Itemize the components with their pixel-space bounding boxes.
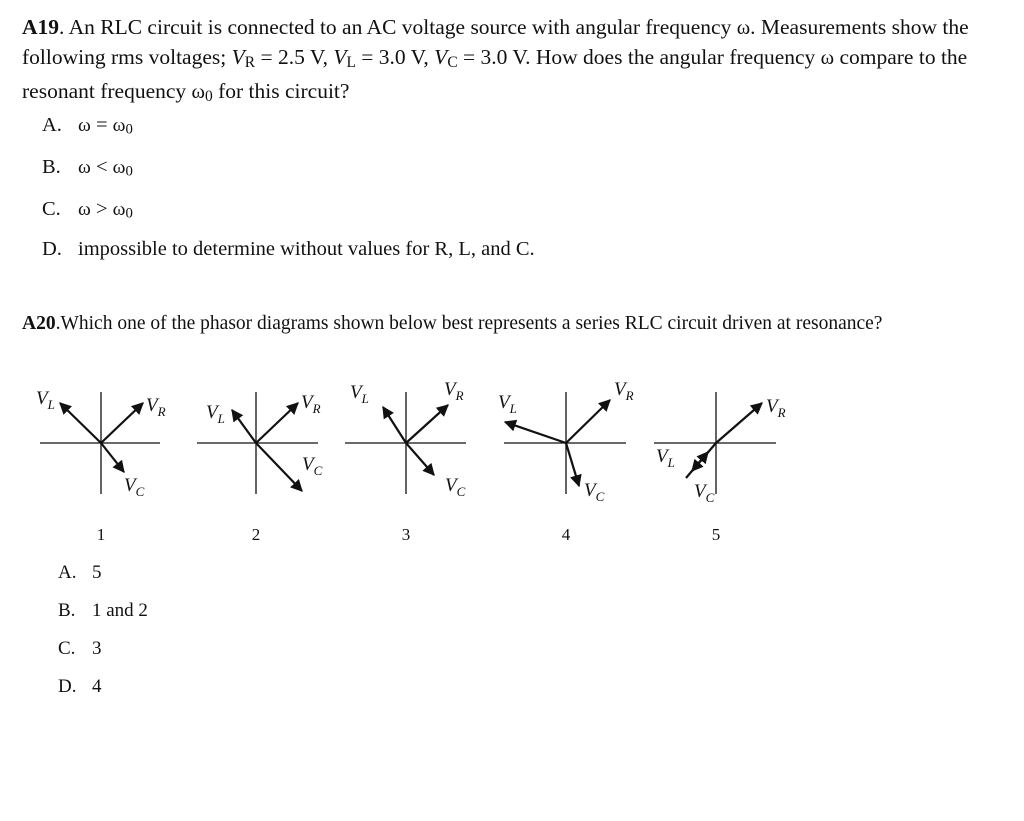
diagram-number-5: 5: [711, 525, 721, 544]
diagram-number-1: 1: [96, 525, 106, 544]
question-a20: [22, 311, 997, 337]
answer-option-d[interactable]: [58, 676, 102, 698]
diagram-1-vc-phasor: [101, 443, 124, 472]
diagram-number-3: 3: [401, 525, 411, 544]
operator: <: [90, 156, 113, 178]
answer-option-b[interactable]: [58, 600, 148, 622]
option-letter: C.: [42, 198, 61, 220]
diagram-4-vl-phasor: [505, 422, 566, 443]
diagram-number-2: 2: [251, 525, 261, 544]
option-letter: B.: [58, 600, 76, 621]
omega0-subscript: 0: [204, 87, 213, 105]
omega0-symbol: ω: [112, 115, 126, 136]
omega0-subscript: 0: [125, 205, 133, 222]
vc-subscript: C: [447, 53, 458, 71]
phasor-diagrams: [0, 370, 1024, 550]
diagram-4-vl-label: $V_L$: [498, 392, 517, 416]
omega-symbol: ω: [736, 17, 751, 39]
operator: =: [90, 114, 113, 136]
diagram-5-vl-phasor: [686, 452, 708, 478]
diagram-number-4: 4: [561, 525, 571, 544]
answer-option-a[interactable]: [58, 562, 102, 584]
omega-symbol: ω: [78, 115, 91, 136]
omega0-symbol: ω: [112, 157, 126, 178]
diagram-3-vl-phasor: [383, 407, 406, 443]
question-a19: [22, 13, 997, 111]
diagram-1-vr-label: $V_R$: [146, 395, 166, 419]
diagram-2-vr-phasor: [256, 403, 298, 443]
omega0-symbol: ω: [191, 80, 205, 103]
vr-symbol: V: [231, 44, 245, 69]
option-letter: C.: [58, 638, 76, 659]
omega0-subscript: 0: [125, 121, 133, 138]
option-letter: B.: [42, 156, 61, 178]
diagram-1-vl-phasor: [60, 403, 101, 443]
option-letter: A.: [42, 114, 62, 136]
diagram-5-vc-label: $V_C$: [694, 481, 715, 505]
omega-symbol: ω: [78, 157, 91, 178]
diagram-2-vl-label: $V_L$: [206, 402, 225, 426]
question-text: .Which one of the phasor diagrams shown below best represents a series RLC circuit driven at resonance?: [55, 313, 883, 334]
omega-symbol: ω: [820, 46, 835, 69]
option-text: 5: [92, 562, 102, 583]
diagram-4-vc-phasor: [566, 443, 579, 486]
diagram-5-vr-label: $V_R$: [766, 396, 786, 420]
vc-symbol: V: [434, 44, 448, 69]
answer-option-b[interactable]: [42, 156, 133, 181]
question-text: compare to the resonant frequency: [22, 44, 968, 103]
diagram-1-vl-label: $V_L$: [36, 388, 55, 412]
question-text: . An RLC circuit is connected to an AC voltage source with angular frequency: [59, 15, 737, 39]
answer-option-c[interactable]: [58, 638, 102, 660]
diagram-5-vl-label: $V_L$: [656, 446, 675, 470]
diagram-1-vr-phasor: [101, 403, 143, 443]
diagram-3-vr-phasor: [406, 405, 448, 443]
diagram-1-vc-label: $V_C$: [124, 475, 145, 499]
diagram-2-vr-label: $V_R$: [301, 392, 321, 416]
option-letter: A.: [58, 562, 77, 583]
diagram-5-vr-phasor: [716, 403, 762, 443]
answer-option-a[interactable]: [42, 114, 133, 139]
option-letter: D.: [58, 676, 77, 697]
diagram-4-vc-label: $V_C$: [584, 480, 605, 504]
diagram-4-vr-label: $V_R$: [614, 379, 634, 403]
vl-value: = 3.0 V,: [355, 44, 435, 69]
diagram-3-vc-label: $V_C$: [445, 475, 466, 499]
question-text: . Measurements show the following rms voltages;: [22, 15, 969, 69]
vl-subscript: L: [346, 53, 356, 71]
diagram-2-vc-phasor: [256, 443, 302, 491]
option-text: 3: [92, 638, 102, 659]
answer-option-c[interactable]: [42, 198, 133, 223]
omega-symbol: ω: [78, 199, 91, 220]
vr-subscript: R: [244, 53, 256, 71]
question-number: A19: [22, 15, 60, 39]
option-text: impossible to determine without values for R, L, and C.: [78, 238, 535, 260]
vc-value: = 3.0 V. How does the angular frequency: [457, 44, 821, 69]
option-text: 4: [92, 676, 102, 697]
diagram-2-vl-phasor: [232, 410, 256, 443]
vl-symbol: V: [333, 44, 347, 69]
diagram-2-vc-label: $V_C$: [302, 454, 323, 478]
diagram-4-vr-phasor: [566, 400, 610, 443]
diagram-3-vl-label: $V_L$: [350, 382, 369, 406]
option-letter: D.: [42, 238, 62, 260]
omega0-symbol: ω: [112, 199, 126, 220]
question-number: A20: [22, 313, 56, 334]
vr-value: = 2.5 V,: [255, 44, 334, 69]
diagram-3-vr-label: $V_R$: [444, 379, 464, 403]
answer-option-d[interactable]: [42, 238, 535, 261]
option-text: 1 and 2: [92, 600, 148, 621]
diagram-3-vc-phasor: [406, 443, 434, 475]
question-text: for this circuit?: [212, 78, 350, 103]
operator: >: [90, 198, 113, 220]
omega0-subscript: 0: [125, 163, 133, 180]
